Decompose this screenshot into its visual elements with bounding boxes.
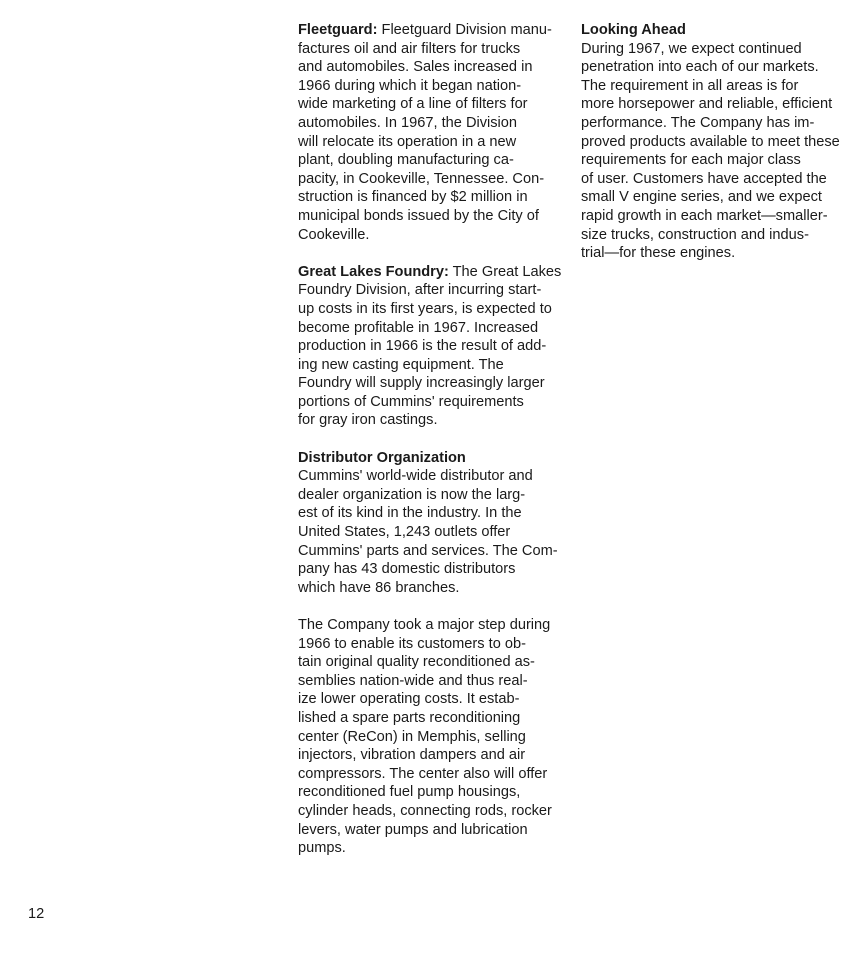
text-line: ing new casting equipment. The [298,356,504,373]
text-line: tain original quality reconditioned as- [298,654,535,671]
text-line: pany has 43 domestic distributors [298,561,516,578]
text-line: Foundry Division, after incurring start- [298,282,542,299]
text-line: wide marketing of a line of filters for [298,96,528,113]
distributor-section [298,449,570,598]
text-line: up costs in its first years, is expected to [298,300,552,317]
text-line: which have 86 branches. [298,579,460,596]
page-number: 12 [28,906,45,922]
text-line: injectors, vibration dampers and air [298,747,526,764]
text-line: Cummins' parts and services. The Com- [298,542,558,559]
text-line: The Company took a major step during [298,617,551,633]
text-line: 1966 during which it began nation- [298,77,522,94]
great-lakes-heading: Great Lakes Foundry: [298,263,449,280]
text-line: plant, doubling manufacturing ca- [298,152,514,169]
text-line: Great Lakes Foundry: The Great Lakes [298,263,562,280]
text-line: factures oil and air filters for trucks [298,40,521,57]
text-line: of user. Customers have accepted the [581,170,827,187]
looking-ahead-section [581,21,853,263]
text-line: portions of Cummins' requirements [298,393,524,410]
text-line: trial—for these engines. [581,245,736,262]
text-line: rapid growth in each market—smaller- [581,207,828,224]
text-line: more horsepower and reliable, efficient [581,96,833,113]
text-line: ize lower operating costs. It estab- [298,691,520,708]
text-line: semblies nation-wide and thus real- [298,672,528,689]
right-column [581,21,853,281]
text-line: est of its kind in the industry. In the [298,505,522,522]
text-line: small V engine series, and we expect [581,189,822,206]
text-line: for gray iron castings. [298,412,438,429]
text-line: production in 1966 is the result of add- [298,338,547,355]
text-line: During 1967, we expect continued [581,40,802,57]
text-line: pacity, in Cookeville, Tennessee. Con- [298,170,545,187]
text-line: 1966 to enable its customers to ob- [298,635,526,652]
text-line: cylinder heads, connecting rods, rocker [298,802,552,819]
text-line: and automobiles. Sales increased in [298,59,533,76]
text-line: become profitable in 1967. Increased [298,319,539,336]
text-line: lished a spare parts reconditioning [298,709,521,726]
text-line: performance. The Company has im- [581,114,815,131]
text-line: Foundry will supply increasingly larger [298,375,545,392]
text-line: penetration into each of our markets. [581,59,819,76]
looking-ahead-heading: Looking Ahead [581,22,686,38]
recon-paragraph [298,616,570,858]
text-line: United States, 1,243 outlets offer [298,524,511,541]
text-line: dealer organization is now the larg- [298,486,526,503]
text-line: will relocate its operation in a new [298,133,517,150]
text-line: pumps. [298,840,346,857]
text-line: proved products available to meet these [581,133,840,150]
text-line: Fleetguard: Fleetguard Division manu- [298,22,552,38]
text-line: compressors. The center also will offer [298,765,548,782]
text-line: Cummins' world-wide distributor and [298,468,533,485]
distributor-heading: Distributor Organization [298,449,466,466]
text-line: requirements for each major class [581,152,801,169]
text-line: municipal bonds issued by the City of [298,207,539,224]
text-line: Cookeville. [298,226,370,243]
text-line: automobiles. In 1967, the Division [298,114,518,131]
left-column [298,21,570,876]
fleetguard-heading: Fleetguard: [298,22,378,38]
text-line: reconditioned fuel pump housings, [298,784,521,801]
text-line: struction is financed by $2 million in [298,189,528,206]
text-line: The requirement in all areas is for [581,77,799,94]
text-line: size trucks, construction and indus- [581,226,809,243]
text-line: levers, water pumps and lubrication [298,821,528,838]
text-line: center (ReCon) in Memphis, selling [298,728,526,745]
great-lakes-paragraph [298,263,570,430]
fleetguard-paragraph [298,21,570,244]
